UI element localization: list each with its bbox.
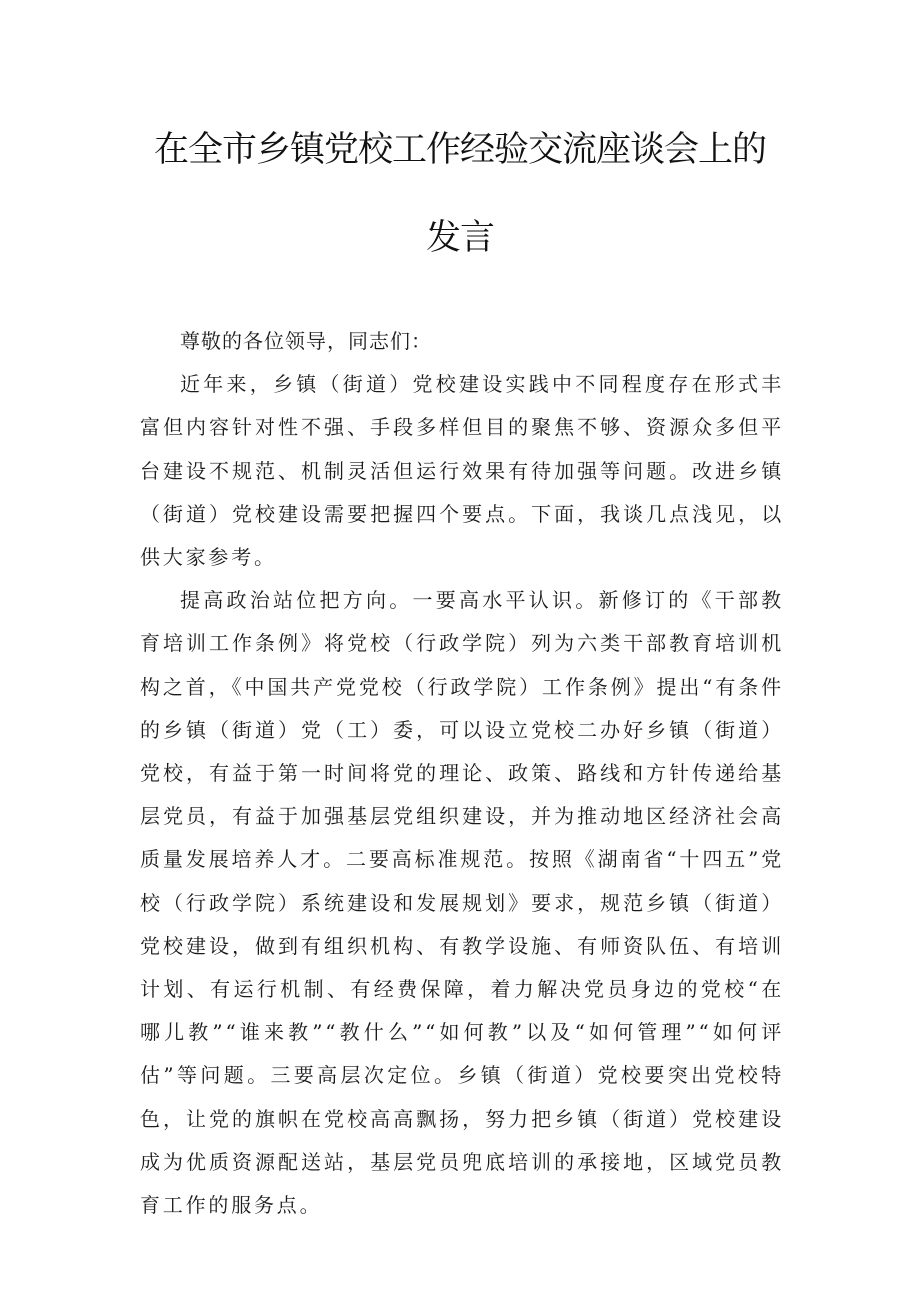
greeting-paragraph: 尊敬的各位领导，同志们： (180, 329, 432, 353)
document-title-line-2: 发言 (425, 218, 494, 258)
body-paragraph-1: 近年来，乡镇（街道）党校建设实践中不同程度存在形式丰富但内容针对性不强、手段多样但目的聚焦不够、资源众多但平台建设不规范、机制灵活但运行效果有待加强等问题。改进乡镇（街道）党校建设需要把握四个要点。下面，我谈几点浅见，以供大家参考。 (140, 372, 784, 570)
document-body (140, 320, 784, 1227)
body-paragraph-2: 提高政治站位把方向。一要高水平认识。新修订的《干部教育培训工作条例》将党校（行政学院）列为六类干部教育培训机构之首，《中国共产党党校（行政学院）工作条例》提出“有条件的乡镇（街道）党（工）委，可以设立党校二办好乡镇（街道）党校，有益于第一时间将党的理论、政策、路线和方针传递给基层党员，有益于加强基层党组织建设，并为推动地区经济社会高质量发展培养人才。二要高标准规范。按照《湖南省“十四五”党校（行政学院）系统建设和发展规划》要求，规范乡镇（街道）党校建设，做到有组织机构、有教学设施、有师资队伍、有培训计划、有运行机制、有经费保障，着力解决党员身边的党校“在哪儿教”“谁来教”“教什么”“如何教”以及“如何管理”“如何评估”等问题。三要高层次定位。乡镇（街道）党校要突出党校特色，让党的旗帜在党校高高飘扬，努力把乡镇（街道）党校建设成为优质资源配送站，基层党员兜底培训的承接地，区域党员教育工作的服务点。 (140, 588, 784, 1218)
document-title-line-1: 在全市乡镇党校工作经验交流座谈会上的 (153, 130, 766, 170)
